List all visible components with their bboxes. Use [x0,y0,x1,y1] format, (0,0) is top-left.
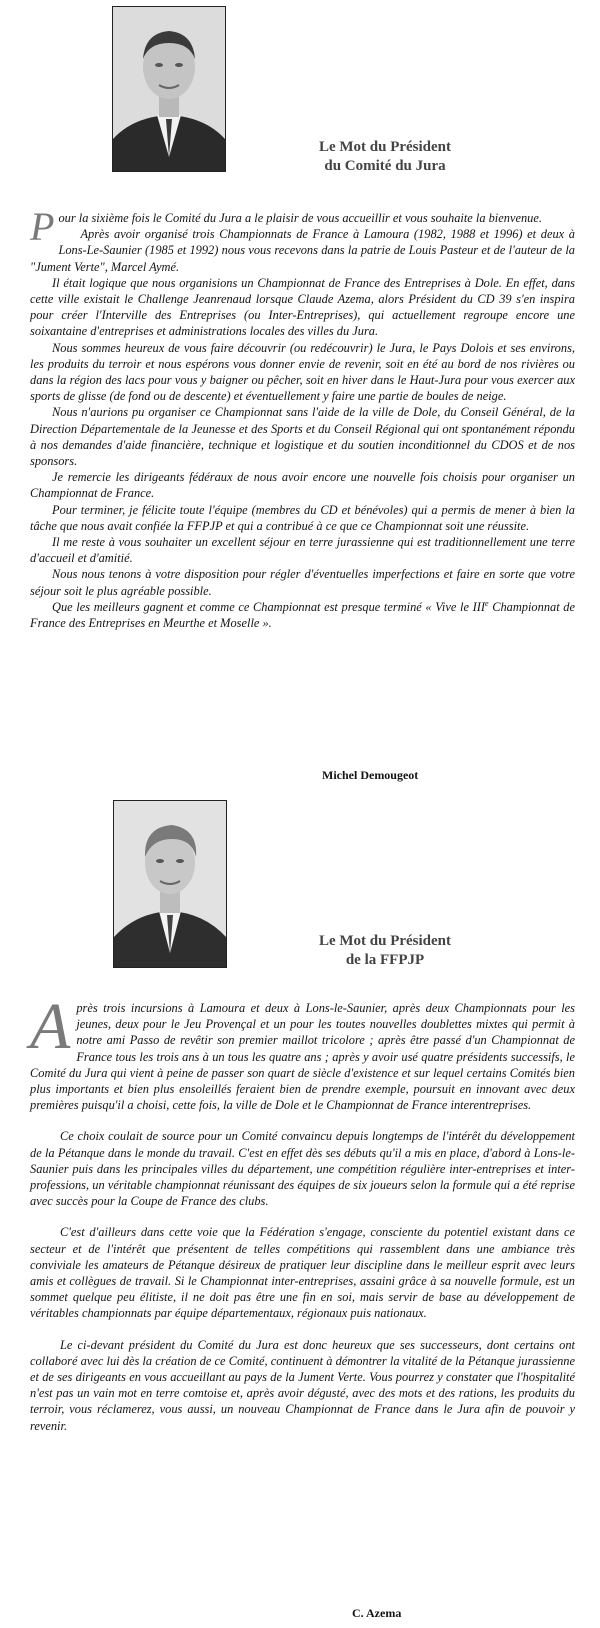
section1-paragraph: Après avoir organisé trois Championnats de France à Lamoura (1982, 1988 et 1996) et deux à Lons-Le-Saunier (1985 et 1992) nous vous recevons dans la patrie de Louis Pasteur et de l'auteur de la "Jument Verte", Marcel Aymé. [30,227,575,274]
section1-paragraph: Nous nous tenons à votre disposition pour régler d'éventuelles imperfections et faire en sorte que votre séjour soit le plus agréable possible. [30,567,575,598]
section1-dropcap: P [30,204,55,249]
section2-paragraph: C'est d'ailleurs dans cette voie que la Fédération s'engage, consciente du potentiel existant dans ce secteur et de l'intérêt que présentent de telles compétitions qui rassemblent dans une ambiance très conviviale les amateurs de Pétanque désireux de pratiquer leur discipline dans le meilleur esprit avec leurs amis et collègues de travail. Si le Championnat inter-entreprises, assaini grâce à sa nouvelle formule, est un sommet quelque peu élitiste, il ne doit pas être une fin en soi, mais servir de base au développement de véritables championnats par équipe départementaux, régionaux puis nationaux. [30,1225,575,1321]
section1-paragraph-1-text: our la sixième fois le Comité du Jura a le plaisir de vous accueillir et vous souhaite la bienvenue. [58,211,542,225]
portrait-photo-1 [112,6,226,172]
section2-paragraph: Ce choix coulait de source pour un Comité convaincu depuis longtemps de l'intérêt du développement de la Pétanque dans le monde du travail. C'est en effet dès ses débuts qu'il a mis en place, d'abord à Lons-le-Saunier puis dans les principales villes du département, une compétition régulière inter-entreprises et inter-professions, un véritable championnat réunissant des équipes de six joueurs selon la formule qui a été reprise avec succès pour la Coupe de France des clubs. [30,1129,575,1209]
section1-signature: Michel Demougeot [322,768,419,782]
portrait-image-2 [114,801,226,967]
section1-last-sup: e [484,598,489,608]
portrait-photo-2 [113,800,227,968]
section1-last-a: Que les meilleurs gagnent et comme ce Championnat est presque terminé « Vive le III [52,599,485,614]
section2-paragraph: Le ci-devant président du Comité du Jura est donc heureux que ses successeurs, dont certains ont collaboré avec lui dès la création de ce Comité, continuent à démontrer la vitalité de la Pétanque jurassienne et de ses dirigeants en vous accueillant au pays de la Jument Verte. Vous pourrez y constater que l'hospitalité n'est pas un vain mot en terre comtoise et, après avoir dégusté, avec des mots et des rations, les produits du terroir, vous réclamerez, vous aussi, un nouveau Championnat de France dans le Jura afin de pouvoir y revenir. [30,1337,575,1433]
section1-paragraph: Je remercie les dirigeants fédéraux de nous avoir encore une nouvelle fois choisis pour organiser un Championnat de France. [30,470,575,501]
section1-paragraph: Il me reste à vous souhaiter un excellent séjour en terre jurassienne qui est traditionnellement une terre d'accueil et d'amitié. [30,535,575,566]
section2-paragraph-1 [30,990,575,1113]
section2-signature: C. Azema [352,1606,402,1620]
section1-title [300,138,470,176]
section1-title-line1: Le Mot du Président [318,139,452,155]
section2-title-line1: Le Mot du Président [318,933,452,949]
section2-paragraph-1-text: près trois incursions à Lamoura et deux à Lons-le-Saunier, après deux Championnats pour les jeunes, deux pour le Jeu Provençal et un pour les toutes nouvelles doublettes mixtes qui permit à notre ami Passo de revêtir son premier maillot tricolore ; après être passé d'un Championnat de France tous les trois ans à un tous les quatre ans ; après y avoir usé quatre présidents successifs, le Comité du Jura qui vient à peine de passer son quart de siècle d'existence et sur lequel certains Comités bien plus importants et bien plus ensoleillés feraient bien de prendre exemple, poursuit en innovant avec deux premières puisqu'il a choisi, cette fois, la ville de Dole et le Championnat de France interentreprises. [30,1001,575,1113]
section1-paragraph-1 [30,204,575,249]
section2-title [300,932,470,970]
section2-title-line2: de la FFPJP [345,952,425,968]
section1-last-paragraph [30,599,575,631]
section1-paragraph: Pour terminer, je félicite toute l'équipe (membres du CD et bénévoles) qui a permis de mener à bien la tâche que nous avait confiée la FFPJP et qui a contribué à ce que ce Championnat soit une réussite. [30,502,575,533]
section1-last-b: Championnat de France des Entreprises en Meurthe et Moselle ». [30,599,575,631]
section1-paragraph: Nous n'aurions pu organiser ce Championnat sans l'aide de la ville de Dole, du Conseil Général, de la Direction Départementale de la Jeunesse et des Sports et du Conseil Régional qui ont spontanément répondu à nos demandes d'aide financière, technique et logistique et du soutien inconditionnel du CDOS et de nos sponsors. [30,405,575,469]
section2-body [30,990,575,1449]
section1-paragraph: Nous sommes heureux de vous faire découvrir (ou redécouvrir) le Jura, le Pays Dolois et ses environs, les produits du terroir et nous espérons vous donner envie de revenir, soit en été au bord de nos rivières ou dans la région des lacs pour vous y baigner ou pêcher, soit en hiver dans le Haut-Jura pour vous exercer aux sports de glisse (de fond ou de descente) et éventuellement y faire une partie de boules de neige. [30,340,575,404]
portrait-image-1 [113,7,225,171]
section1-body [30,204,575,631]
section2-dropcap: A [30,990,71,1063]
section1-title-line2: du Comité du Jura [324,158,446,174]
section1-paragraph: Il était logique que nous organisions un Championnat de France des Entreprises à Dole. En effet, dans cette ville existait le Challenge Jeanrenaud lorsque Claude Azema, alors Président du CD 39 s'en inspira pour créer l'Interville des Entreprises (ou Inter-Entreprises), qui actuellement regroupe encore une soixantaine d'entreprises et administrations locales des villes du Jura. [30,275,575,339]
